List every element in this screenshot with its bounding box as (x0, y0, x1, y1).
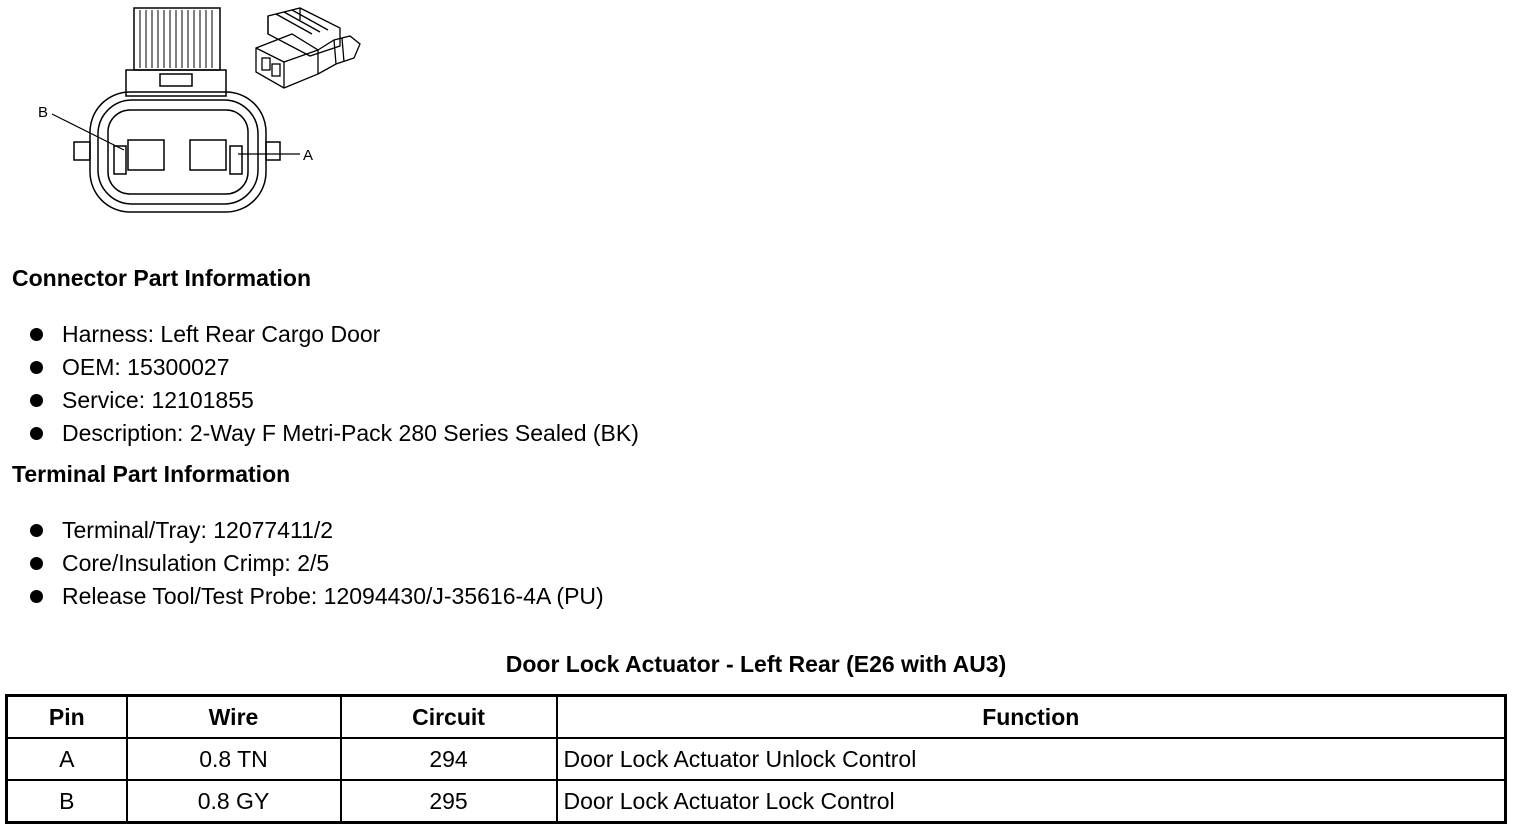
cell-wire: 0.8 GY (127, 780, 341, 823)
column-header-circuit: Circuit (341, 696, 557, 739)
column-header-function: Function (557, 696, 1506, 739)
connector-diagram (0, 0, 380, 220)
list-item: Service: 12101855 (28, 384, 639, 417)
cell-circuit: 294 (341, 738, 557, 780)
bullet-icon (30, 524, 43, 537)
terminal-info-heading: Terminal Part Information (12, 461, 291, 487)
table-row (7, 738, 1506, 780)
cell-circuit: 295 (341, 780, 557, 823)
cell-function: Door Lock Actuator Lock Control (557, 780, 1506, 823)
list-item: Core/Insulation Crimp: 2/5 (28, 547, 604, 580)
list-item: Description: 2-Way F Metri-Pack 280 Series Sealed (BK) (28, 417, 639, 450)
connector-info-list (28, 318, 639, 450)
bullet-icon (30, 427, 43, 440)
list-item: OEM: 15300027 (28, 351, 639, 384)
table-header-row (7, 696, 1506, 739)
list-item: Release Tool/Test Probe: 12094430/J-35616-4A (PU) (28, 580, 604, 613)
list-item: Terminal/Tray: 12077411/2 (28, 514, 604, 547)
pin-table (5, 694, 1507, 824)
cell-pin: B (7, 780, 127, 823)
column-header-pin: Pin (7, 696, 127, 739)
list-item: Harness: Left Rear Cargo Door (28, 318, 639, 351)
cell-pin: A (7, 738, 127, 780)
cell-function: Door Lock Actuator Unlock Control (557, 738, 1506, 780)
column-header-wire: Wire (127, 696, 341, 739)
terminal-info-list (28, 514, 604, 613)
bullet-icon (30, 590, 43, 603)
pin-label-b: B (38, 104, 49, 121)
table-title: Door Lock Actuator - Left Rear (E26 with AU3) (505, 651, 1007, 677)
bullet-icon (30, 394, 43, 407)
connector-thumbnail (256, 8, 360, 88)
table-row (7, 780, 1506, 823)
cell-wire: 0.8 TN (127, 738, 341, 780)
pin-label-a: A (303, 147, 314, 164)
bullet-icon (30, 361, 43, 374)
bullet-icon (30, 557, 43, 570)
connector-info-heading: Connector Part Information (12, 265, 312, 291)
bullet-icon (30, 328, 43, 341)
